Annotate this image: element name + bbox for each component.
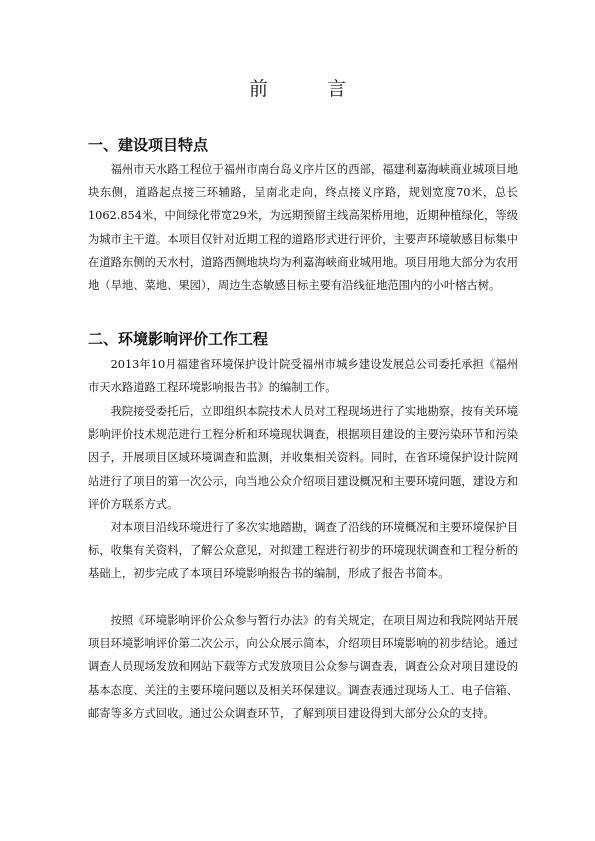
paragraph-public-participation: 按照《环境影响评价公众参与暂行办法》的有关规定，在项目周边和我院网站开展项目环境影响评价第二次公示，向公众展示简本，介绍项目环境影响的初步结论。通过调查人员现场发放和网站下载等方式发放项目公众参与调查表，调查公众对项目建设的基本态度、关注的主要环境问题以及相关环保建议。调查表通过现场人工、电子信箱、邮寄等多方式回收。通过公众调查环节，了解到项目建设得到大部分公众的支持。 xyxy=(88,614,518,720)
section-heading-eia-process: 二、环境影响评价工作工程 xyxy=(88,330,269,348)
paragraph-field-investigation: 对本项目沿线环境进行了多次实地踏勘，调查了沿线的环境概况和主要环境保护目标，收集有关资料，了解公众意见，对拟建工程进行初步的环境现状调查和工程分析的基础上，初步完成了本项目环境影响报告书的编制，形成了报告书简本。 xyxy=(88,521,518,581)
page-title: 前 言 xyxy=(248,78,366,100)
paragraph-commission: 2013年10月福建省环境保护设计院受福州市城乡建设发展总公司委托承担《福州市天水路道路工程环境影响报告书》的编制工作。 xyxy=(88,358,518,395)
paragraph-site-survey: 我院接受委托后，立即组织本院技术人员对工程现场进行了实地勘察，按有关环境影响评价技术规范进行工程分析和环境现状调查，根据项目建设的主要污染环节和污染因子，开展项目区域环境调查和监测，并收集相关资料。同时，在省环境保护设计院网站进行了项目的第一次公示，向当地公众介绍项目建设概况和主要环境问题，建设方和评价方联系方式。 xyxy=(88,405,518,511)
section-heading-project-features: 一、建设项目特点 xyxy=(88,136,209,154)
paragraph-project-description: 福州市天水路工程位于福州市南台岛义序片区的西部，福建利嘉海峡商业城项目地块东侧，道路起点接三环辅路，呈南北走向，终点接义序路，规划宽度70米，总长1062.854米，中间绿化带宽29米，为远期预留主线高架桥用地，近期种植绿化，等级为城市主干道。本项目仅针对近期工程的道路形式进行评价，主要声环境敏感目标集中在道路东侧的天水村，道路西侧地块均为利嘉海峡商业城用地。项目用地大部分为农用地（旱地、菜地、果园），周边生态敏感目标主要有沿线征地范围内的小叶榕古树。 xyxy=(88,163,518,293)
